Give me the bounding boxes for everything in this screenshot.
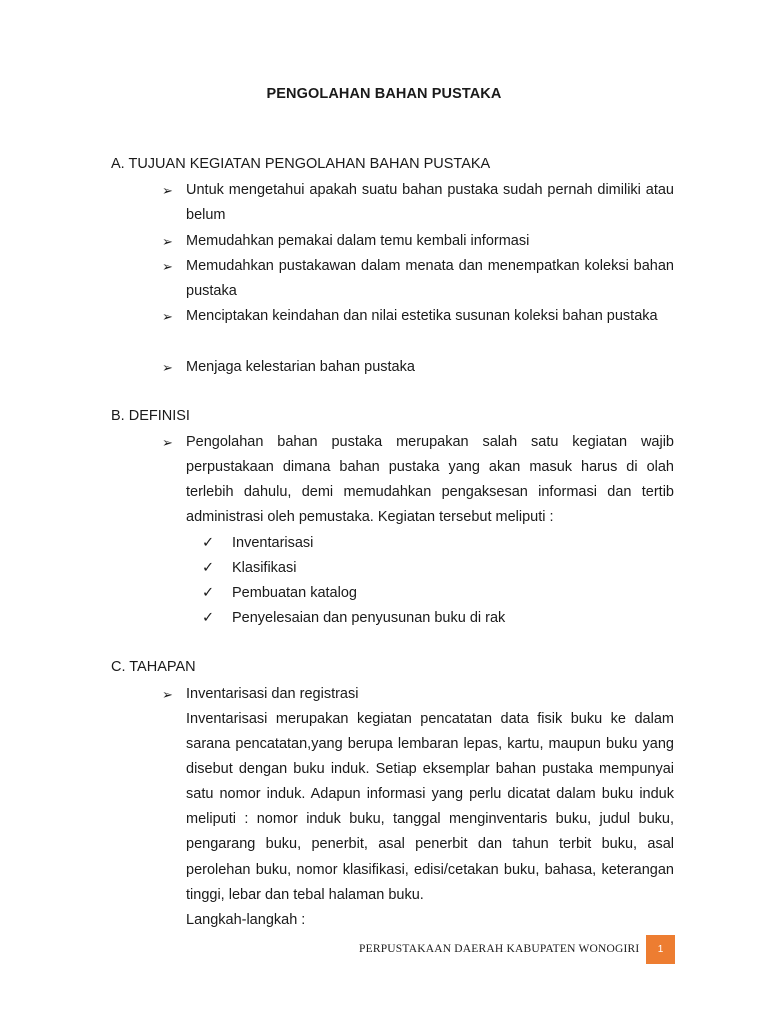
checklist-item bbox=[202, 581, 357, 606]
checklist-item-text: Pembuatan katalog bbox=[232, 585, 357, 601]
list-item bbox=[162, 355, 674, 380]
arrow-bullet-icon: ➢ bbox=[162, 309, 173, 324]
list-item bbox=[162, 254, 674, 304]
document-title: PENGOLAHAN BAHAN PUSTAKA bbox=[266, 86, 502, 102]
section-c-heading: C. TAHAPAN bbox=[111, 659, 196, 675]
list-item-text: Menjaga kelestarian bahan pustaka bbox=[186, 359, 415, 375]
arrow-bullet-icon: ➢ bbox=[162, 360, 173, 375]
definition-paragraph: Pengolahan bahan pustaka merupakan salah satu kegiatan wajib perpustakaan dimana bahan pustaka yang akan masuk harus di olah terlebih dahulu, demi memudahkan pengaksesan informasi dan tertib administrasi oleh pemustaka. Kegiatan tersebut meliputi : bbox=[186, 434, 674, 525]
arrow-bullet-icon: ➢ bbox=[162, 687, 173, 702]
checkmark-icon: ✓ bbox=[202, 585, 215, 601]
arrow-bullet-icon: ➢ bbox=[162, 435, 173, 450]
list-item-text: Memudahkan pemakai dalam temu kembali informasi bbox=[186, 233, 530, 249]
page-number-badge: 1 bbox=[646, 935, 675, 964]
list-item-text: Untuk mengetahui apakah suatu bahan pustaka sudah pernah dimiliki atau belum bbox=[186, 182, 674, 223]
list-item-text: Menciptakan keindahan dan nilai estetika susunan koleksi bahan pustaka bbox=[186, 308, 658, 324]
inventory-paragraph: Inventarisasi merupakan kegiatan pencatatan data fisik buku ke dalam sarana pencatatan,yang berupa lembaran lepas, kartu, maupun buku yang disebut dengan buku induk. Setiap eksemplar bahan pustaka mempunyai satu nomor induk. Adapun informasi yang perlu dicatat dalam buku induk meliputi : nomor induk buku, tanggal menginventaris buku, judul buku, pengarang buku, penerbit, asal penerbit dan tahun terbit buku, asal perolehan buku, nomor klasifikasi, edisi/cetakan buku, bahasa, keterangan tinggi, lebar dan tebal halaman buku. bbox=[186, 711, 674, 903]
checklist-item bbox=[202, 531, 313, 556]
list-item bbox=[162, 229, 674, 254]
checklist-item-text: Klasifikasi bbox=[232, 560, 297, 576]
section-a-heading: A. TUJUAN KEGIATAN PENGOLAHAN BAHAN PUSTAKA bbox=[111, 156, 491, 172]
checklist-item bbox=[202, 556, 296, 581]
arrow-bullet-icon: ➢ bbox=[162, 183, 173, 198]
list-item bbox=[162, 682, 674, 707]
list-item bbox=[162, 178, 674, 228]
section-b-heading: B. DEFINISI bbox=[111, 408, 190, 424]
checkmark-icon: ✓ bbox=[202, 560, 215, 576]
steps-label: Langkah-langkah : bbox=[186, 912, 306, 928]
checkmark-icon: ✓ bbox=[202, 610, 215, 626]
list-item-text: Memudahkan pustakawan dalam menata dan menempatkan koleksi bahan pustaka bbox=[186, 258, 674, 299]
checklist-item-text: Inventarisasi bbox=[232, 535, 314, 551]
arrow-bullet-icon: ➢ bbox=[162, 259, 173, 274]
list-item bbox=[162, 304, 674, 329]
checkmark-icon: ✓ bbox=[202, 535, 215, 551]
footer-institution: PERPUSTAKAAN DAERAH KABUPATEN WONOGIRI bbox=[359, 943, 640, 955]
checklist-item bbox=[202, 606, 505, 631]
arrow-bullet-icon: ➢ bbox=[162, 234, 173, 249]
checklist-item-text: Penyelesaian dan penyusunan buku di rak bbox=[232, 610, 506, 626]
list-item bbox=[162, 430, 674, 530]
list-item-text: Inventarisasi dan registrasi bbox=[186, 686, 359, 702]
